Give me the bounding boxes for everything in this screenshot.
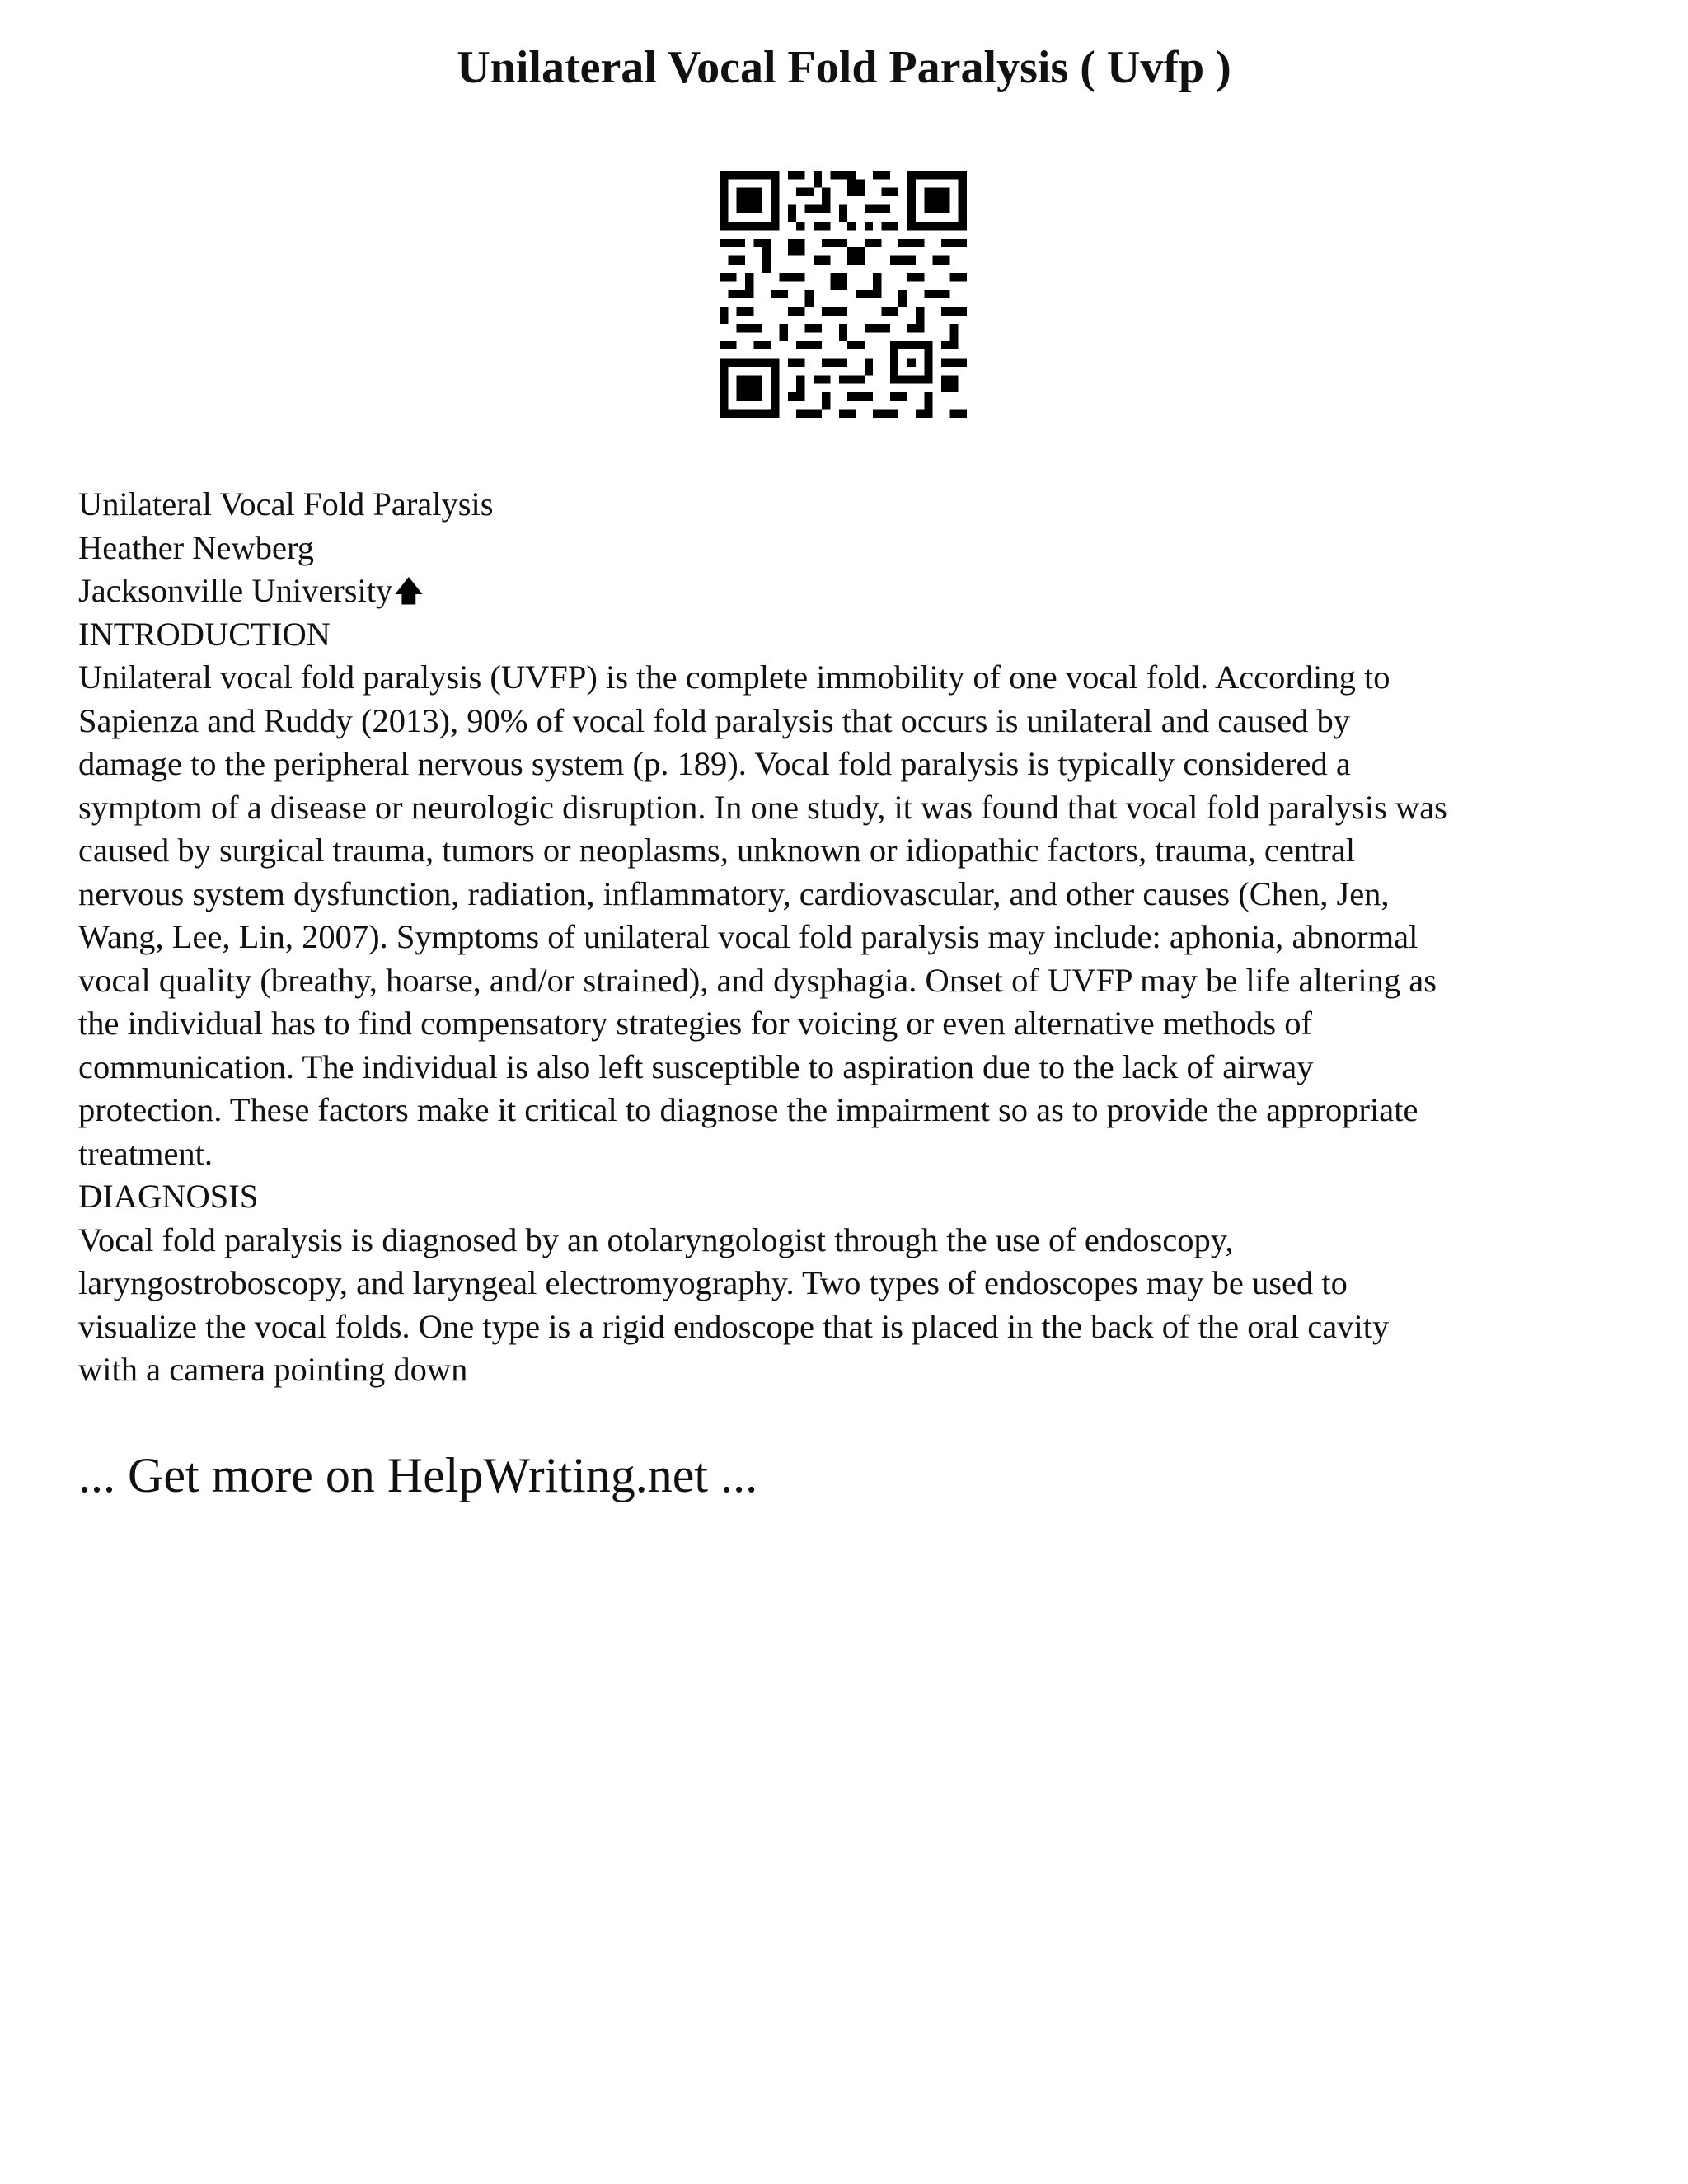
institution-line xyxy=(78,569,1628,613)
paper-title-line: Unilateral Vocal Fold Paralysis xyxy=(78,485,494,523)
text-line: protection. These factors make it critical to diagnose the impairment so as to provide the appropriate xyxy=(78,1091,1418,1128)
text-line: damage to the peripheral nervous system (p. 189). Vocal fold paralysis is typically considered a xyxy=(78,745,1351,782)
qr-code-icon xyxy=(720,171,967,418)
text-line: laryngostroboscopy, and laryngeal electromyography. Two types of endoscopes may be used to xyxy=(78,1264,1348,1301)
text-line: Wang, Lee, Lin, 2007). Symptoms of unilateral vocal fold paralysis may include: aphonia, abnormal xyxy=(78,918,1418,955)
text-line: vocal quality (breathy, hoarse, and/or strained), and dysphagia. Onset of UVFP may be life altering as xyxy=(78,961,1437,999)
introduction-paragraph xyxy=(78,656,1628,1175)
section-heading-diagnosis: DIAGNOSIS xyxy=(78,1178,259,1215)
text-line: Unilateral vocal fold paralysis (UVFP) is the complete immobility of one vocal fold. According to xyxy=(78,658,1390,696)
text-line: symptom of a disease or neurologic disruption. In one study, it was found that vocal fold paralysis was xyxy=(78,788,1447,826)
text-line: visualize the vocal folds. One type is a rigid endoscope that is placed in the back of the oral cavity xyxy=(78,1307,1390,1345)
author-line: Heather Newberg xyxy=(78,528,314,566)
text-line: treatment. xyxy=(78,1134,213,1172)
text-line: the individual has to find compensatory strategies for voicing or even alternative methods of xyxy=(78,1005,1312,1042)
section-heading-introduction: INTRODUCTION xyxy=(78,615,331,653)
text-line: with a camera pointing down xyxy=(78,1351,468,1388)
text-line: communication. The individual is also left susceptible to aspiration due to the lack of airway xyxy=(78,1047,1314,1085)
text-line: caused by surgical trauma, tumors or neoplasms, unknown or idiopathic factors, trauma, central xyxy=(78,832,1356,869)
text-line: Sapienza and Ruddy (2013), 90% of vocal fold paralysis that occurs is unilateral and caused by xyxy=(78,701,1351,739)
text-line: nervous system dysfunction, radiation, inflammatory, cardiovascular, and other causes (Chen, Jen, xyxy=(78,874,1390,912)
document-body xyxy=(78,483,1628,1392)
document-title: Unilateral Vocal Fold Paralysis ( Uvfp ) xyxy=(457,42,1231,93)
institution-text: Jacksonville University xyxy=(78,572,393,609)
get-more-link[interactable]: ... Get more on HelpWriting.net ... xyxy=(78,1448,758,1502)
up-arrow-icon: 🡅 xyxy=(393,574,424,607)
diagnosis-paragraph xyxy=(78,1219,1628,1392)
text-line: Vocal fold paralysis is diagnosed by an otolaryngologist through the use of endoscopy, xyxy=(78,1221,1234,1258)
